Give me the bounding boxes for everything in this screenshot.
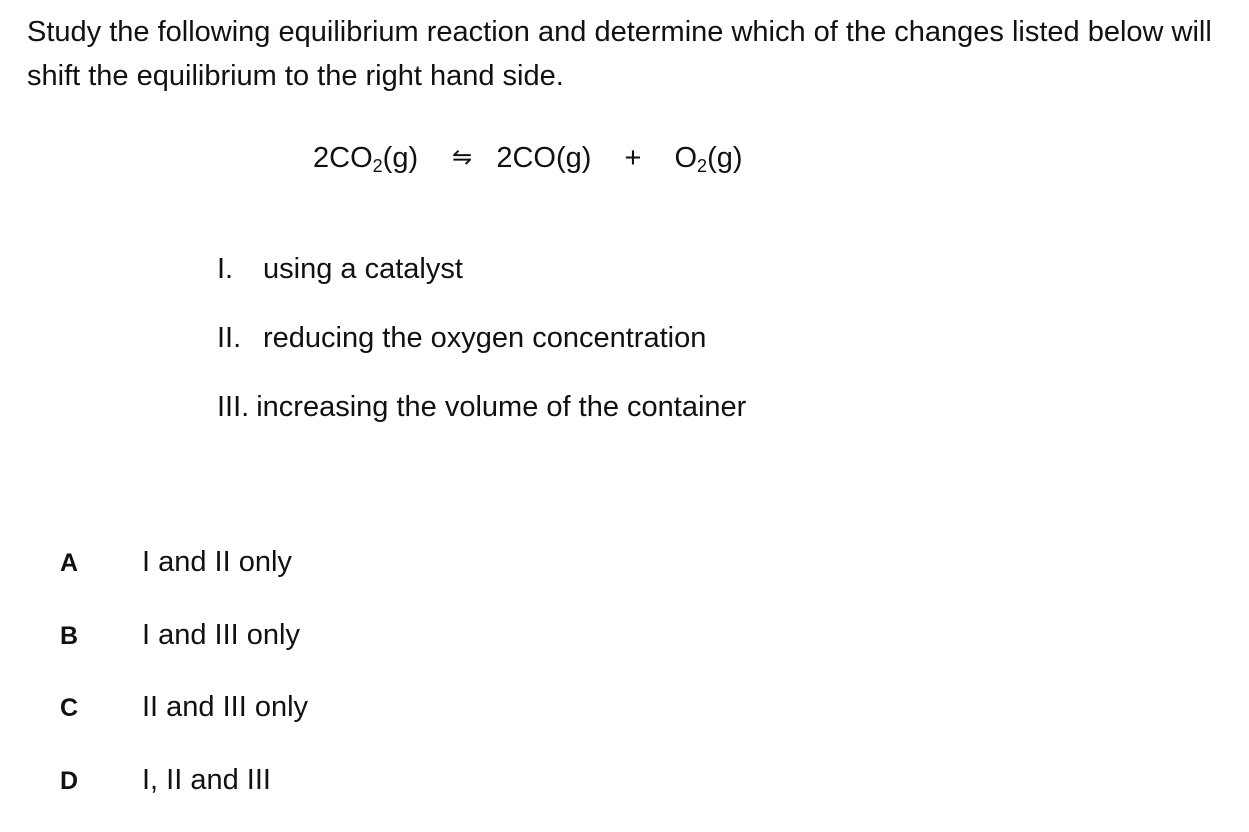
reactant-subscript: 2 — [373, 156, 383, 176]
option-text: I and II only — [142, 546, 292, 578]
option-b[interactable] — [60, 615, 308, 688]
statement-item — [217, 387, 746, 456]
answer-options — [60, 542, 308, 832]
option-letter: C — [60, 688, 142, 728]
option-text: I and III only — [142, 619, 300, 651]
statement-item — [217, 249, 746, 318]
option-text: II and III only — [142, 691, 308, 723]
statement-number: II. — [217, 318, 263, 358]
option-letter: B — [60, 616, 142, 656]
option-c[interactable] — [60, 687, 308, 760]
statement-number: I. — [217, 249, 263, 289]
statement-text: increasing the volume of the container — [256, 391, 746, 423]
option-letter: D — [60, 761, 142, 801]
statement-text: reducing the oxygen concentration — [263, 322, 706, 354]
statement-item — [217, 318, 746, 387]
question-text: Study the following equilibrium reaction and determine which of the changes listed below will shift the equilibrium to the right hand side. — [27, 10, 1227, 98]
product-2-state: (g) — [707, 142, 742, 174]
option-text: I, II and III — [142, 764, 271, 796]
plus-sign: + — [624, 138, 641, 178]
reactant-state: (g) — [383, 142, 418, 174]
statement-number: III. — [217, 387, 249, 427]
product-1: 2CO(g) — [496, 142, 591, 174]
equilibrium-arrow-icon: ⇋ — [452, 138, 472, 178]
option-d[interactable] — [60, 760, 308, 832]
product-2-subscript: 2 — [697, 156, 707, 176]
option-a[interactable] — [60, 542, 308, 615]
product-2-formula: O — [674, 142, 697, 174]
equilibrium-equation — [313, 138, 743, 186]
reactant-formula: 2CO — [313, 142, 373, 174]
option-letter: A — [60, 543, 142, 583]
statement-text: using a catalyst — [263, 253, 463, 285]
statement-list — [217, 249, 746, 456]
